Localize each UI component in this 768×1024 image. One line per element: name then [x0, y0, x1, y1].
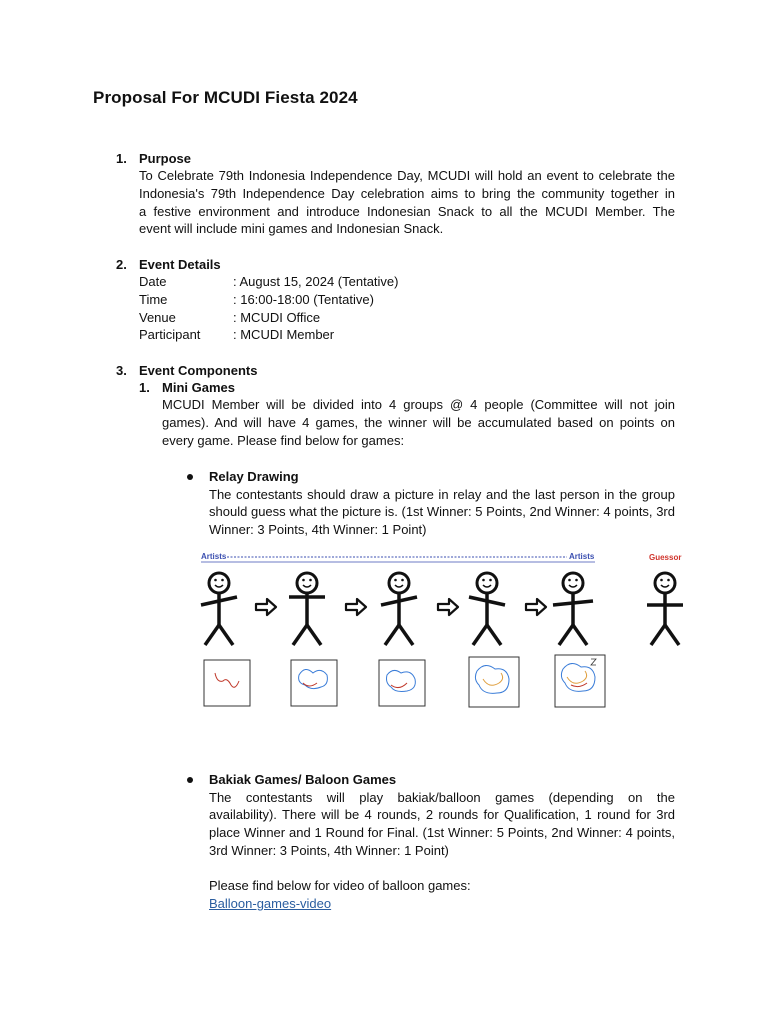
artists-label-right: Artists — [569, 552, 595, 561]
guessor-label: Guessor — [649, 553, 682, 562]
drawing-box-5 — [555, 655, 605, 707]
bakiak-line-3: place Winner and 1 Round for Final. (1st Winner: 5 Points, 2nd Winner: 4 points, — [209, 825, 675, 840]
bakiak-line-2: availability). There will be 4 rounds, 2 rounds for Qualification, 1 round for 3rd — [209, 807, 675, 822]
relay-drawing-figure — [199, 545, 703, 725]
detail-row-time — [139, 291, 374, 309]
artists-label-left: Artists — [201, 552, 227, 561]
detail-row-venue — [139, 309, 320, 327]
details-number: 2. — [116, 257, 127, 272]
purpose-line-3: a festive environment and introduce Indonesian Snack to all the MCUDI Member. The — [139, 204, 675, 219]
mini-games-line-1: MCUDI Member will be divided into 4 groups @ 4 people (Committee will not join — [162, 397, 675, 412]
detail-key: Venue — [139, 310, 176, 325]
mini-games-line-2: games). And will have 4 games, the winner will be accumulated based on points on — [162, 415, 675, 430]
detail-row-date — [139, 273, 399, 291]
detail-value: : MCUDI Member — [233, 327, 335, 342]
detail-key: Participant — [139, 327, 201, 342]
bullet-relay — [187, 474, 193, 480]
drawing-box-1 — [204, 660, 250, 706]
bakiak-line-1: The contestants will play bakiak/balloon games (depending on the — [209, 790, 675, 805]
detail-value: : 16:00-18:00 (Tentative) — [233, 292, 374, 307]
purpose-heading: Purpose — [139, 151, 192, 166]
relay-line-1: The contestants should draw a picture in relay and the last person in the group — [209, 487, 675, 502]
detail-key: Time — [139, 292, 168, 307]
purpose-number: 1. — [116, 151, 127, 166]
drawing-box-4 — [469, 657, 519, 707]
bakiak-line-4: 3rd Winner: 3 Points, 4th Winner: 1 Point) — [209, 843, 449, 858]
purpose-line-4: event will include mini games and Indonesian Snack. — [139, 221, 444, 236]
bullet-bakiak — [187, 777, 193, 783]
purpose-line-1: To Celebrate 79th Indonesia Independence Day, MCUDI will hold an event to celebrate the — [139, 168, 675, 183]
purpose-line-2: Indonesia's 79th Independence Day celebration aims to bring the community together in — [139, 186, 675, 201]
components-heading: Event Components — [139, 363, 258, 378]
relay-heading: Relay Drawing — [209, 469, 299, 484]
detail-value: : August 15, 2024 (Tentative) — [233, 274, 399, 289]
balloon-games-video-link[interactable]: Balloon-games-video — [209, 896, 332, 911]
bakiak-heading: Bakiak Games/ Baloon Games — [209, 772, 397, 787]
relay-line-2: should guess what the picture is. (1st Winner: 5 Points, 2nd Winner: 4 points, 3rd — [209, 504, 675, 519]
drawing-box-2 — [291, 660, 337, 706]
document-title: Proposal For MCUDI Fiesta 2024 — [93, 88, 358, 107]
mini-games-line-3: every game. Please find below for games: — [162, 433, 405, 448]
components-number: 3. — [116, 363, 127, 378]
details-heading: Event Details — [139, 257, 221, 272]
mini-games-heading: Mini Games — [162, 380, 235, 395]
detail-row-participant — [139, 326, 334, 344]
detail-value: : MCUDI Office — [233, 310, 321, 325]
relay-line-3: Winner: 3 Points, 4th Winner: 1 Point) — [209, 522, 427, 537]
drawing-box-3 — [379, 660, 425, 706]
detail-key: Date — [139, 274, 167, 289]
mini-games-number: 1. — [139, 380, 150, 395]
video-intro: Please find below for video of balloon games: — [209, 878, 471, 893]
